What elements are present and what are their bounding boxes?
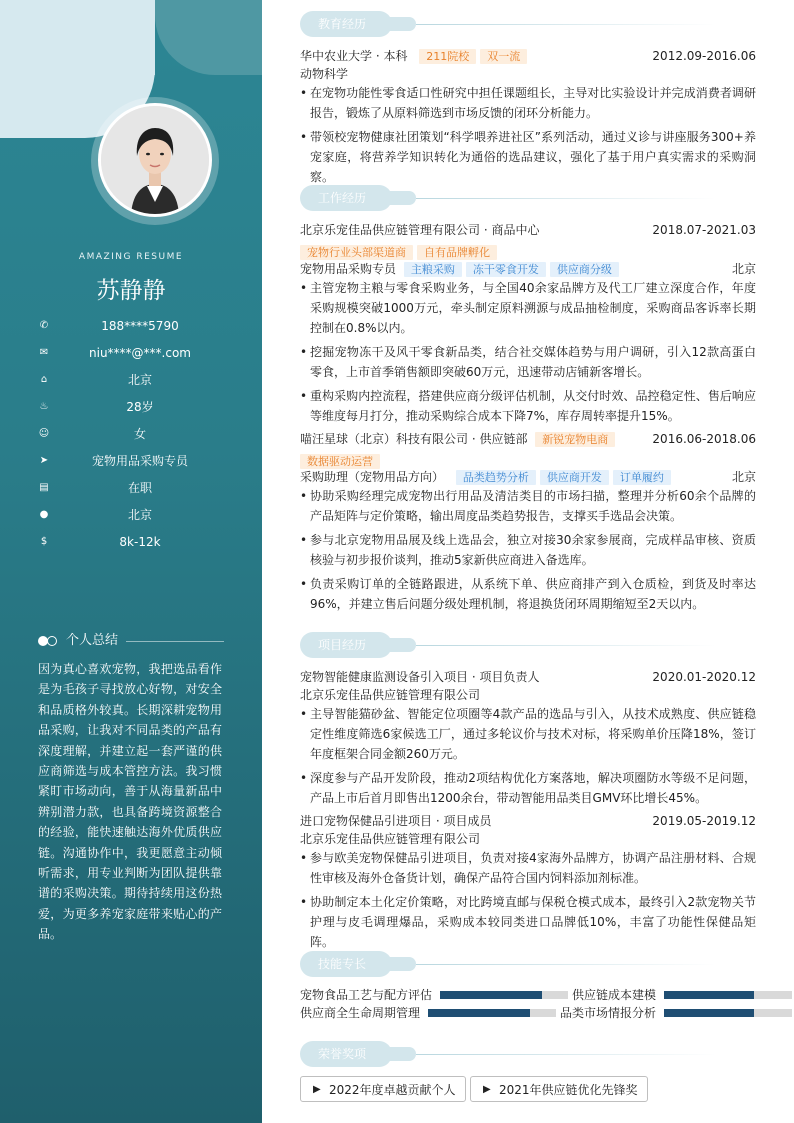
project-header [300, 812, 756, 830]
project-org: 北京乐宠佳品供应链管理有限公司 [300, 688, 481, 702]
section-pill [380, 17, 416, 31]
bullet-text: 深度参与产品开发阶段，推动2项结构优化方案落地，解决项圈防水等级不足问题，产品上市后首月即售出1200余台，带动智能用品类目GMV环比增长45%。 [310, 771, 756, 805]
job-tags [300, 243, 756, 261]
job-header [300, 221, 756, 239]
section-pill [380, 1047, 416, 1061]
info-text: 宠物用品采购专员 [91, 454, 188, 468]
cake-icon: ♨ [39, 401, 49, 412]
play-triangle-icon: ▶ [483, 1084, 491, 1095]
section-header-work [300, 185, 740, 211]
divider [416, 645, 716, 646]
divider [416, 24, 716, 25]
bullet-text: 主管宠物主粮与零食采购业务，与全国40余家品牌方及代工厂建立深度合作，年度采购规模突破1000万元，牵头制定原料溯源与成品抽检制度，采购商品客诉率长期控制在0.8%以内。 [310, 281, 756, 335]
summary-text: 因为真心喜欢宠物，我把选品看作是为毛孩子寻找放心好物，对安全和品质格外较真。长期深耕宠物用品采购，让我对不同品类的产品有深度理解，并建立起一套严谨的供应商筛选与成本管控方法。我习惯紧盯市场动向，善于从海量新品中辨别潜力款，也具备跨境资源整合的经验，能快速触达海外优质供应链。沟通协作中，我更愿意主动倾听需求，用专业判断为团队提供靠谱的采购决策。期待持续用这份热爱，为更多养宠家庭带来贴心的产品。 [38, 662, 222, 942]
skill-bar-fill [428, 1009, 530, 1017]
bullet-text: 协助制定本土化定价策略，对比跨境直邮与保税仓模式成本，最终引入2款宠物关节护理与皮毛调理爆品，采购成本较同类进口品牌低10%，丰富了功能性保健品矩阵。 [310, 895, 756, 949]
date: 2020.01-2020.12 [652, 670, 756, 684]
date: 2012.09-2016.06 [652, 49, 756, 63]
sidebar [0, 0, 262, 1123]
skill-name: 品类市场情报分析 [560, 1006, 657, 1020]
divider [416, 198, 716, 199]
resume-subtitle: AMAZING RESUME [78, 252, 184, 262]
section-title: 荣誉奖项 [318, 1047, 367, 1061]
company-name: 北京乐宠佳品供应链管理有限公司 · 商品中心 [300, 223, 540, 237]
skill-bar [664, 1009, 792, 1017]
skill-name: 宠物食品工艺与配方评估 [300, 988, 433, 1002]
date: 2018.07-2021.03 [652, 223, 756, 237]
home-icon: ⌂ [40, 374, 48, 385]
section-header-awards [300, 1041, 740, 1067]
skill-bar-fill [664, 1009, 754, 1017]
info-salary [0, 533, 262, 553]
summary-heading [38, 631, 228, 651]
divider [416, 964, 716, 965]
project-header [300, 668, 756, 686]
tag: 品类趋势分析 [456, 470, 536, 485]
job-header [300, 430, 756, 448]
skill-name: 供应商全生命周期管理 [300, 1006, 421, 1020]
info-gender [0, 425, 262, 445]
info-text: 女 [133, 427, 146, 441]
section-title: 技能专长 [318, 957, 367, 971]
candidate-name: 苏静静 [96, 278, 166, 304]
education-header [300, 47, 756, 65]
info-text: 北京 [127, 508, 152, 522]
bullet-text: 挖掘宠物冻干及风干零食新品类，结合社交媒体趋势与用户调研，引入12款高蛋白零食，上市首季销售额即突破60万元，迅速带动店铺新客增长。 [310, 345, 756, 379]
decor-shape [155, 0, 262, 75]
award-badge [470, 1076, 648, 1102]
award-text: 2022年度卓越贡献个人 [329, 1083, 456, 1097]
skill-bar-fill [440, 991, 542, 999]
info-text: 28岁 [126, 400, 154, 414]
toggle-ring-icon [47, 636, 57, 646]
tag: 新锐宠物电商 [535, 432, 615, 447]
tag: 供应商分级 [550, 262, 619, 277]
award-badge [300, 1076, 466, 1102]
skill-name: 供应链成本建模 [572, 988, 657, 1002]
section-header-education [300, 11, 740, 37]
section-pill [380, 957, 416, 971]
section-title: 教育经历 [318, 17, 367, 31]
city: 北京 [731, 262, 756, 276]
bullet-text: 主导智能猫砂盆、智能定位项圈等4款产品的选品与引入，从技术成熟度、供应链稳定性维度筛选6家候选工厂，通过多轮议价与技术对标，将采购单价压降18%，签订年度框架合同金额260万元。 [310, 707, 756, 761]
divider [126, 641, 224, 642]
award-text: 2021年供应链优化先锋奖 [499, 1083, 638, 1097]
role: 采购助理（宠物用品方向） [300, 470, 445, 484]
tag: 宠物行业头部渠道商 [300, 245, 413, 260]
project-org: 北京乐宠佳品供应链管理有限公司 [300, 832, 481, 846]
info-text: niu****@***.com [89, 346, 191, 360]
play-triangle-icon: ▶ [313, 1084, 321, 1095]
tag: 主粮采购 [404, 262, 462, 277]
tag: 供应商开发 [540, 470, 609, 485]
info-text: 在职 [127, 481, 152, 495]
section-header-skills [300, 951, 740, 977]
project-title: 宠物智能健康监测设备引入项目 · 项目负责人 [300, 670, 540, 684]
school-name: 华中农业大学 · 本科 [300, 49, 408, 63]
info-location [0, 506, 262, 526]
info-phone [0, 317, 262, 337]
skill-bar-fill [664, 991, 754, 999]
skill-bar [664, 991, 792, 999]
bullet-text: 负责采购订单的全链路跟进，从系统下单、供应商排产到入仓质检，到货及时率达96%，并建立售后问题分级处理机制，将退换货闭环周期缩短至2天以内。 [310, 577, 756, 611]
info-email [0, 344, 262, 364]
summary-title: 个人总结 [66, 633, 119, 648]
tag: 数据驱动运营 [300, 454, 380, 469]
bullet-text: 参与北京宠物用品展及线上选品会，独立对接30余家参展商，完成样品审核、资质核验与初步报价谈判，推动5家新供应商进入备选库。 [310, 533, 756, 567]
tag: 冻干零食开发 [466, 262, 546, 277]
project-title: 进口宠物保健品引进项目 · 项目成员 [300, 814, 492, 828]
mail-icon: ✉ [39, 347, 49, 358]
job-role [300, 468, 756, 486]
bullet-text: 在宠物功能性零食适口性研究中担任课题组长，主导对比实验设计并完成消费者调研报告，锻炼了从原料筛选到市场反馈的闭环分析能力。 [310, 86, 756, 120]
section-title: 项目经历 [318, 638, 367, 652]
avatar-portrait [101, 106, 209, 214]
location-pin-icon: ● [39, 509, 49, 520]
company-name: 喵汪星球（北京）科技有限公司 · 供应链部 [300, 432, 528, 446]
role: 宠物用品采购专员 [300, 262, 397, 276]
bullet-text: 参与欧美宠物保健品引进项目，负责对接4家海外品牌方，协调产品注册材料、合规性审核及海外仓备货计划，确保产品符合国内饲料添加剂标准。 [310, 851, 756, 885]
send-icon: ➤ [39, 455, 49, 466]
tag: 订单履约 [613, 470, 671, 485]
tag: 211院校 [419, 49, 476, 64]
section-header-projects [300, 632, 740, 658]
bullet-text: 协助采购经理完成宠物出行用品及清洁类目的市场扫描，整理并分析60余个品牌的产品矩阵与定价策略，输出周度品类趋势报告，支撑买手选品会决策。 [310, 489, 756, 523]
divider [416, 1054, 716, 1055]
gender-icon: ☺ [38, 428, 50, 439]
bullet-text: 重构采购内控流程，搭建供应商分级评估机制，从交付时效、品控稳定性、售后响应等维度每月打分，推动采购综合成本下降7%，库存周转率提升15%。 [310, 389, 756, 423]
tag: 双一流 [480, 49, 527, 64]
section-pill [380, 638, 416, 652]
major: 动物科学 [300, 67, 349, 81]
city: 北京 [731, 470, 756, 484]
phone-icon: ✆ [39, 320, 49, 331]
info-text: 北京 [127, 373, 152, 387]
info-text: 8k-12k [119, 535, 161, 549]
bullet-text: 带领校宠物健康社团策划“科学喂养进社区”系列活动，通过义诊与讲座服务300+养宠家庭，将营养学知识转化为通俗的选品建议，强化了基于用户真实需求的采购洞察。 [310, 130, 756, 184]
skill-bar [440, 991, 568, 999]
avatar [98, 103, 212, 217]
info-home [0, 371, 262, 391]
tag: 自有品牌孵化 [417, 245, 497, 260]
info-age [0, 398, 262, 418]
info-text: 188****5790 [101, 319, 179, 333]
section-title: 工作经历 [318, 191, 367, 205]
date: 2016.06-2018.06 [652, 432, 756, 446]
info-status [0, 479, 262, 499]
info-position [0, 452, 262, 472]
money-icon: $ [40, 536, 48, 547]
decor-shape [100, 0, 155, 75]
skill-bar [428, 1009, 556, 1017]
section-pill [380, 191, 416, 205]
briefcase-icon: ▤ [39, 482, 49, 493]
date: 2019.05-2019.12 [652, 814, 756, 828]
job-role [300, 260, 756, 278]
